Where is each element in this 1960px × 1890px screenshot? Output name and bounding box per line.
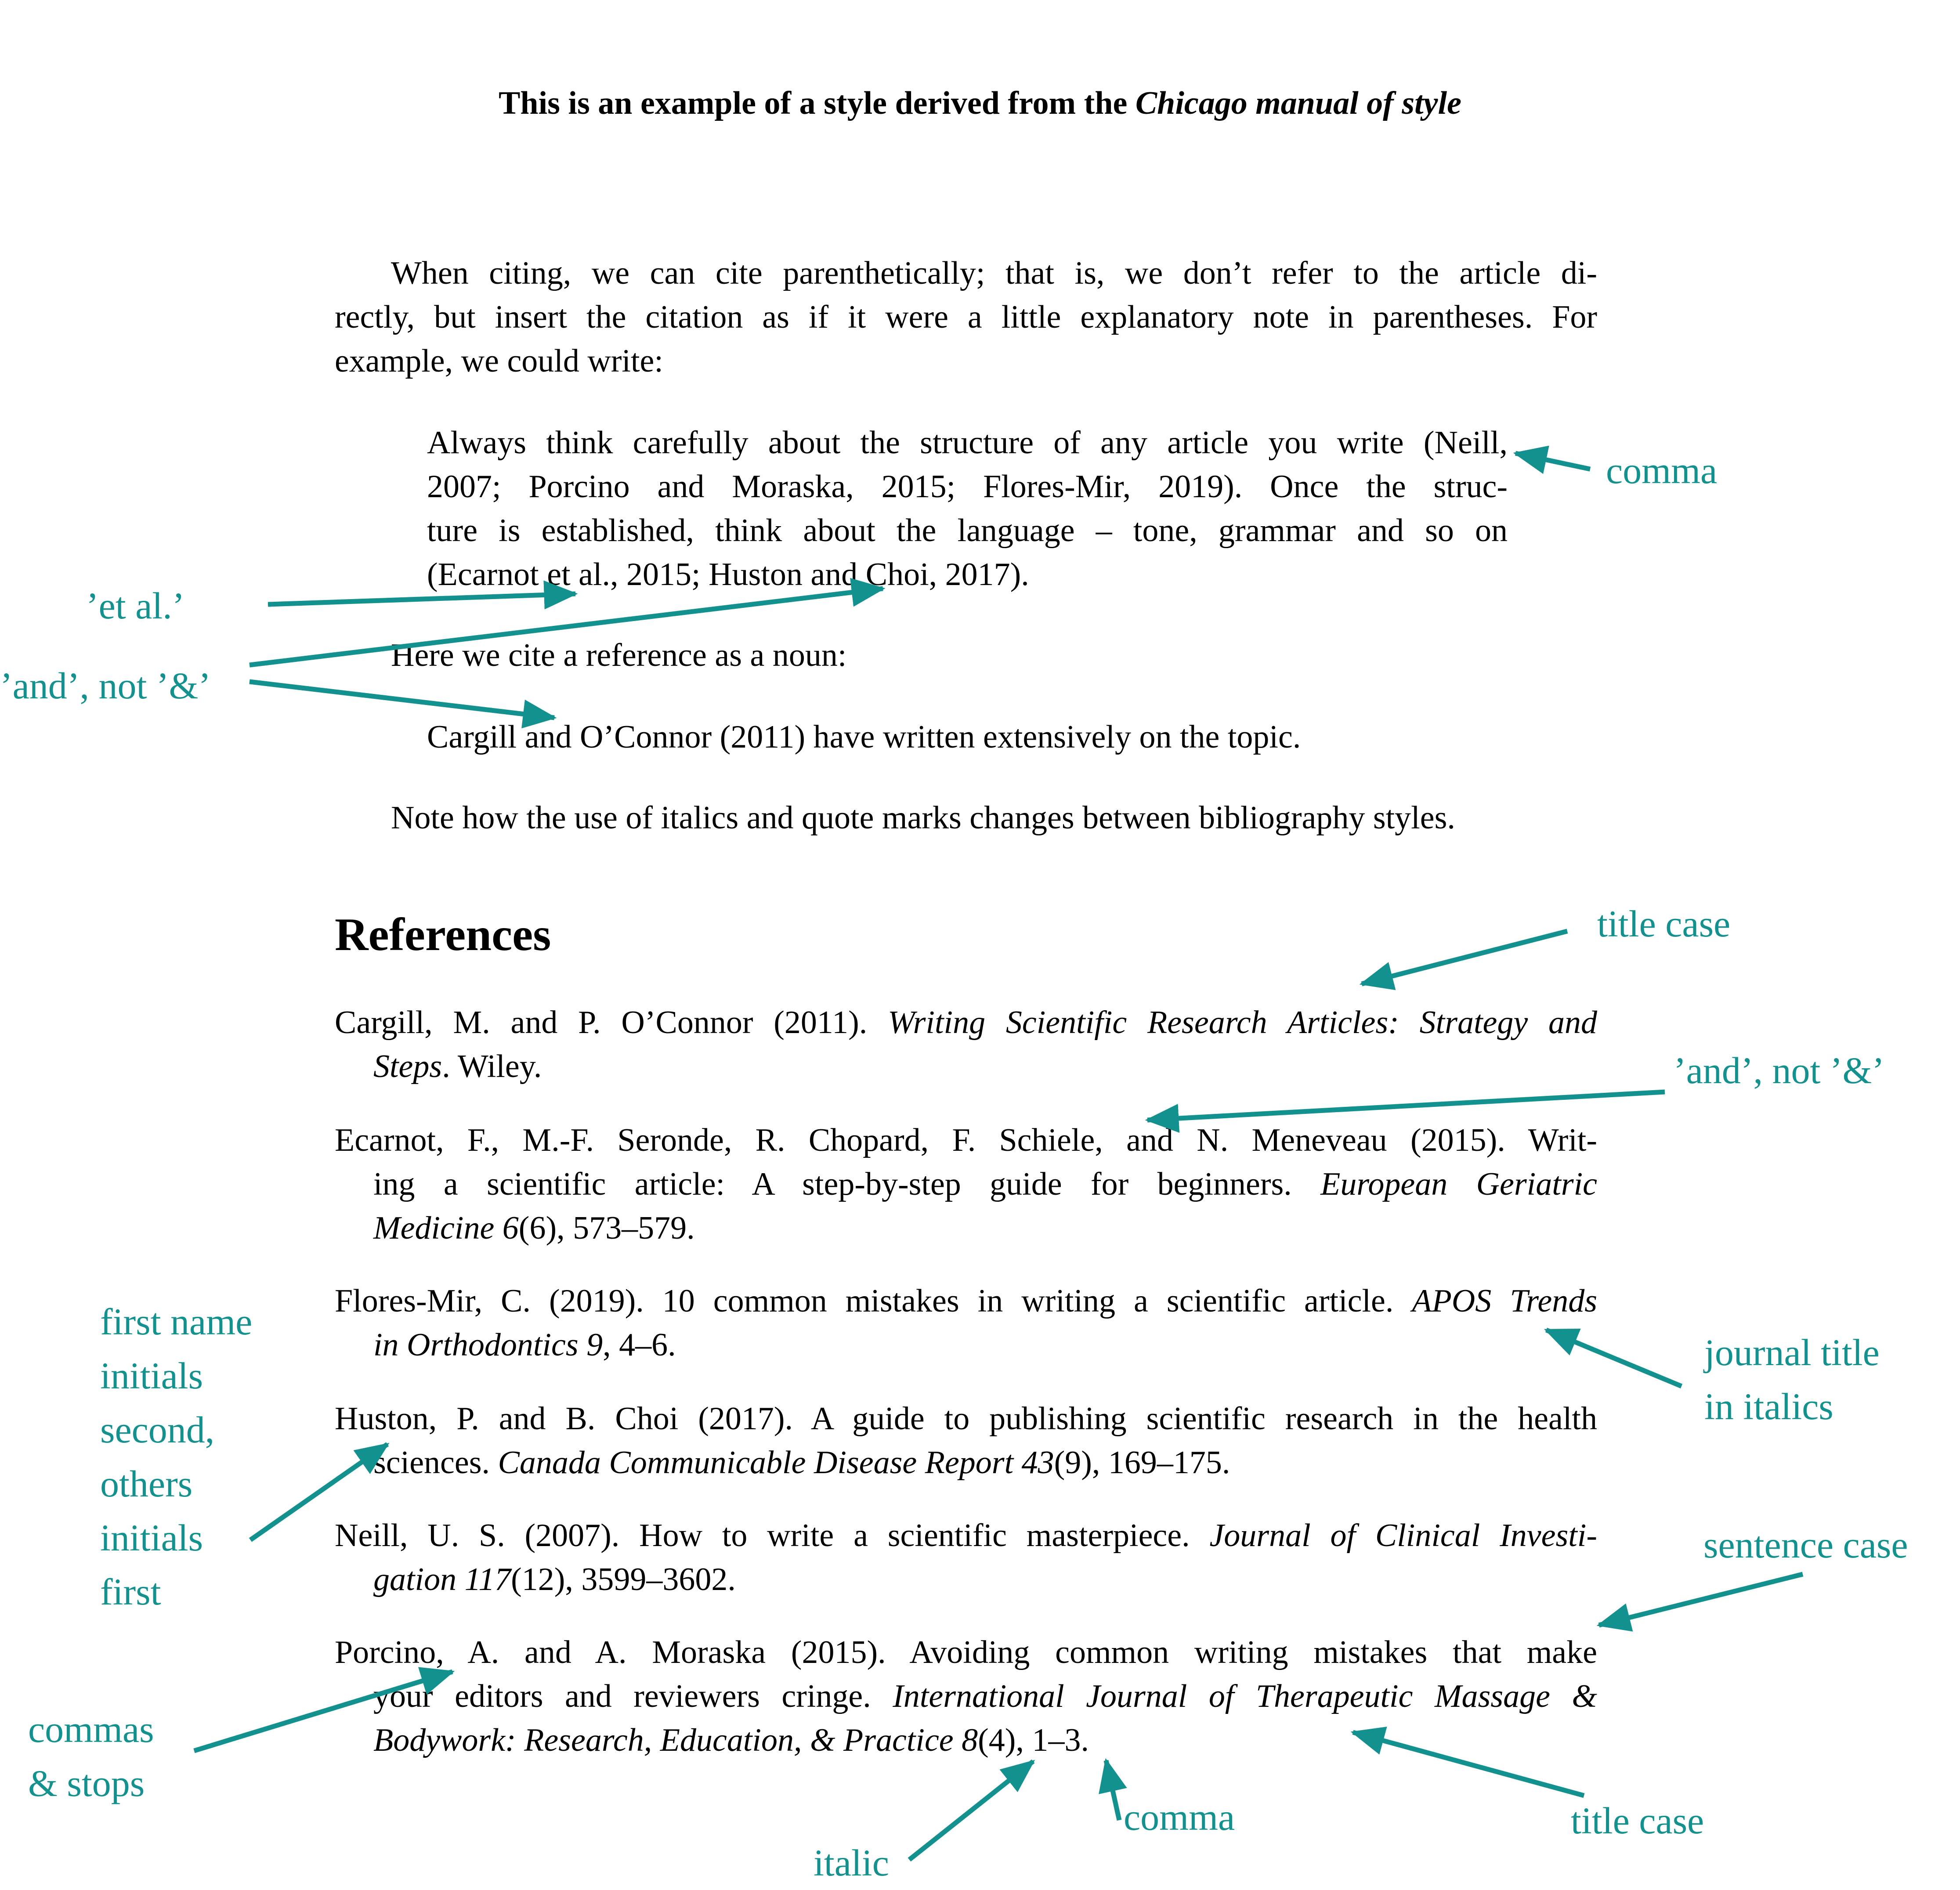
arrow-and-not-amp-left-2 [250, 682, 554, 718]
ref-neill-line-2: gation 117(12), 3599–3602. [373, 1561, 736, 1597]
intro-line-2: rectly, but insert the citation as if it were a little explanatory note in parentheses. For [335, 299, 1597, 335]
ref-ecarnot-line-3: Medicine 6(6), 573–579. [373, 1210, 695, 1246]
annotation-first-name-1: first name [100, 1301, 253, 1343]
ref-neill-line-1: Neill, U. S. (2007). How to write a scientific masterpiece. Journal of Clinical Investi- [335, 1518, 1598, 1554]
annotation-first-name-4: others [100, 1463, 193, 1505]
ref-porcino-line-1: Porcino, A. and A. Moraska (2015). Avoiding common writing mistakes that make [335, 1634, 1597, 1670]
title-italic: Chicago manual of style [1135, 85, 1461, 121]
annotation-first-name-5: initials [100, 1517, 203, 1559]
arrow-and-not-amp-right [1147, 1092, 1665, 1120]
ref-huston-line-1: Huston, P. and B. Choi (2017). A guide to publishing scientific research in the health [335, 1401, 1597, 1437]
ref-porcino-line-3: Bodywork: Research, Education, & Practice 8(4), 1–3. [373, 1722, 1089, 1758]
annotation-sentence-case: sentence case [1703, 1524, 1908, 1566]
annotation-commas-stops-2: & stops [28, 1762, 145, 1804]
intro-line-3: example, we could write: [335, 343, 663, 379]
arrow-journal-title [1546, 1330, 1682, 1386]
annotation-and-not-amp-left: ’and’, not ’&’ [0, 665, 211, 707]
arrow-comma-top [1515, 453, 1590, 469]
arrow-et-al [268, 594, 575, 604]
arrow-comma-bottom [1106, 1760, 1119, 1820]
ref-flores-line-2: in Orthodontics 9, 4–6. [373, 1327, 676, 1363]
arrow-sentence-case [1599, 1574, 1803, 1625]
arrow-commas-stops [194, 1672, 452, 1751]
annotation-journal-title-1: journal title [1704, 1331, 1880, 1373]
ref-ecarnot-line-2: ing a scientific article: A step-by-step guide for beginners. European Geriatric [373, 1166, 1597, 1202]
intro-line-1: When citing, we can cite parenthetically; that is, we don’t refer to the article di- [391, 255, 1597, 291]
ref-ecarnot-line-1: Ecarnot, F., M.-F. Seronde, R. Chopard, F. Schiele, and N. Meneveau (2015). Writ- [335, 1122, 1597, 1158]
references-heading: References [335, 909, 551, 960]
ref-cargill-line-2: Steps. Wiley. [373, 1048, 542, 1084]
italics-note: Note how the use of italics and quote marks changes between bibliography styles. [391, 800, 1455, 836]
noun-intro: Here we cite a reference as a noun: [391, 637, 847, 673]
annotation-first-name-3: second, [100, 1409, 215, 1451]
annotation-first-name-6: first [100, 1571, 161, 1613]
quote1-line-4: (Ecarnot et al., 2015; Huston and Choi, 2017). [427, 557, 1029, 593]
ref-porcino-line-2: your editors and reviewers cringe. International Journal of Therapeutic Massage & [373, 1678, 1597, 1714]
annotation-comma-top: comma [1606, 449, 1718, 491]
quote1-line-1: Always think carefully about the structure of any article you write (Neill, [427, 425, 1508, 461]
annotation-and-not-amp-right: ’and’, not ’&’ [1674, 1049, 1885, 1091]
quote1-line-2: 2007; Porcino and Moraska, 2015; Flores-Mir, 2019). Once the struc- [427, 469, 1508, 505]
annotation-title-case-bottom: title case [1571, 1800, 1704, 1842]
annotation-commas-stops-1: commas [28, 1708, 154, 1750]
annotation-et-al: ’et al.’ [86, 585, 185, 627]
quote2: Cargill and O’Connor (2011) have written extensively on the topic. [427, 719, 1301, 755]
arrow-title-case-bottom [1353, 1732, 1584, 1796]
quote1-line-3: ture is established, think about the language – tone, grammar and so on [427, 513, 1508, 549]
arrow-italic [909, 1761, 1033, 1860]
ref-cargill-line-1: Cargill, M. and P. O’Connor (2011). Writing Scientific Research Articles: Strategy and [335, 1005, 1597, 1041]
annotation-italic: italic [814, 1842, 889, 1884]
arrow-title-case-top [1362, 931, 1567, 984]
annotation-journal-title-2: in italics [1704, 1385, 1833, 1427]
arrow-first-name [250, 1444, 387, 1540]
annotation-first-name-2: initials [100, 1355, 203, 1397]
title-prefix: This is an example of a style derived from the [499, 85, 1135, 121]
annotation-comma-bottom: comma [1124, 1796, 1235, 1838]
ref-huston-line-2: sciences. Canada Communicable Disease Report 43(9), 169–175. [373, 1445, 1230, 1481]
annotation-title-case-top: title case [1597, 903, 1731, 945]
ref-flores-line-1: Flores-Mir, C. (2019). 10 common mistakes in writing a scientific article. APOS Trends [335, 1283, 1597, 1319]
